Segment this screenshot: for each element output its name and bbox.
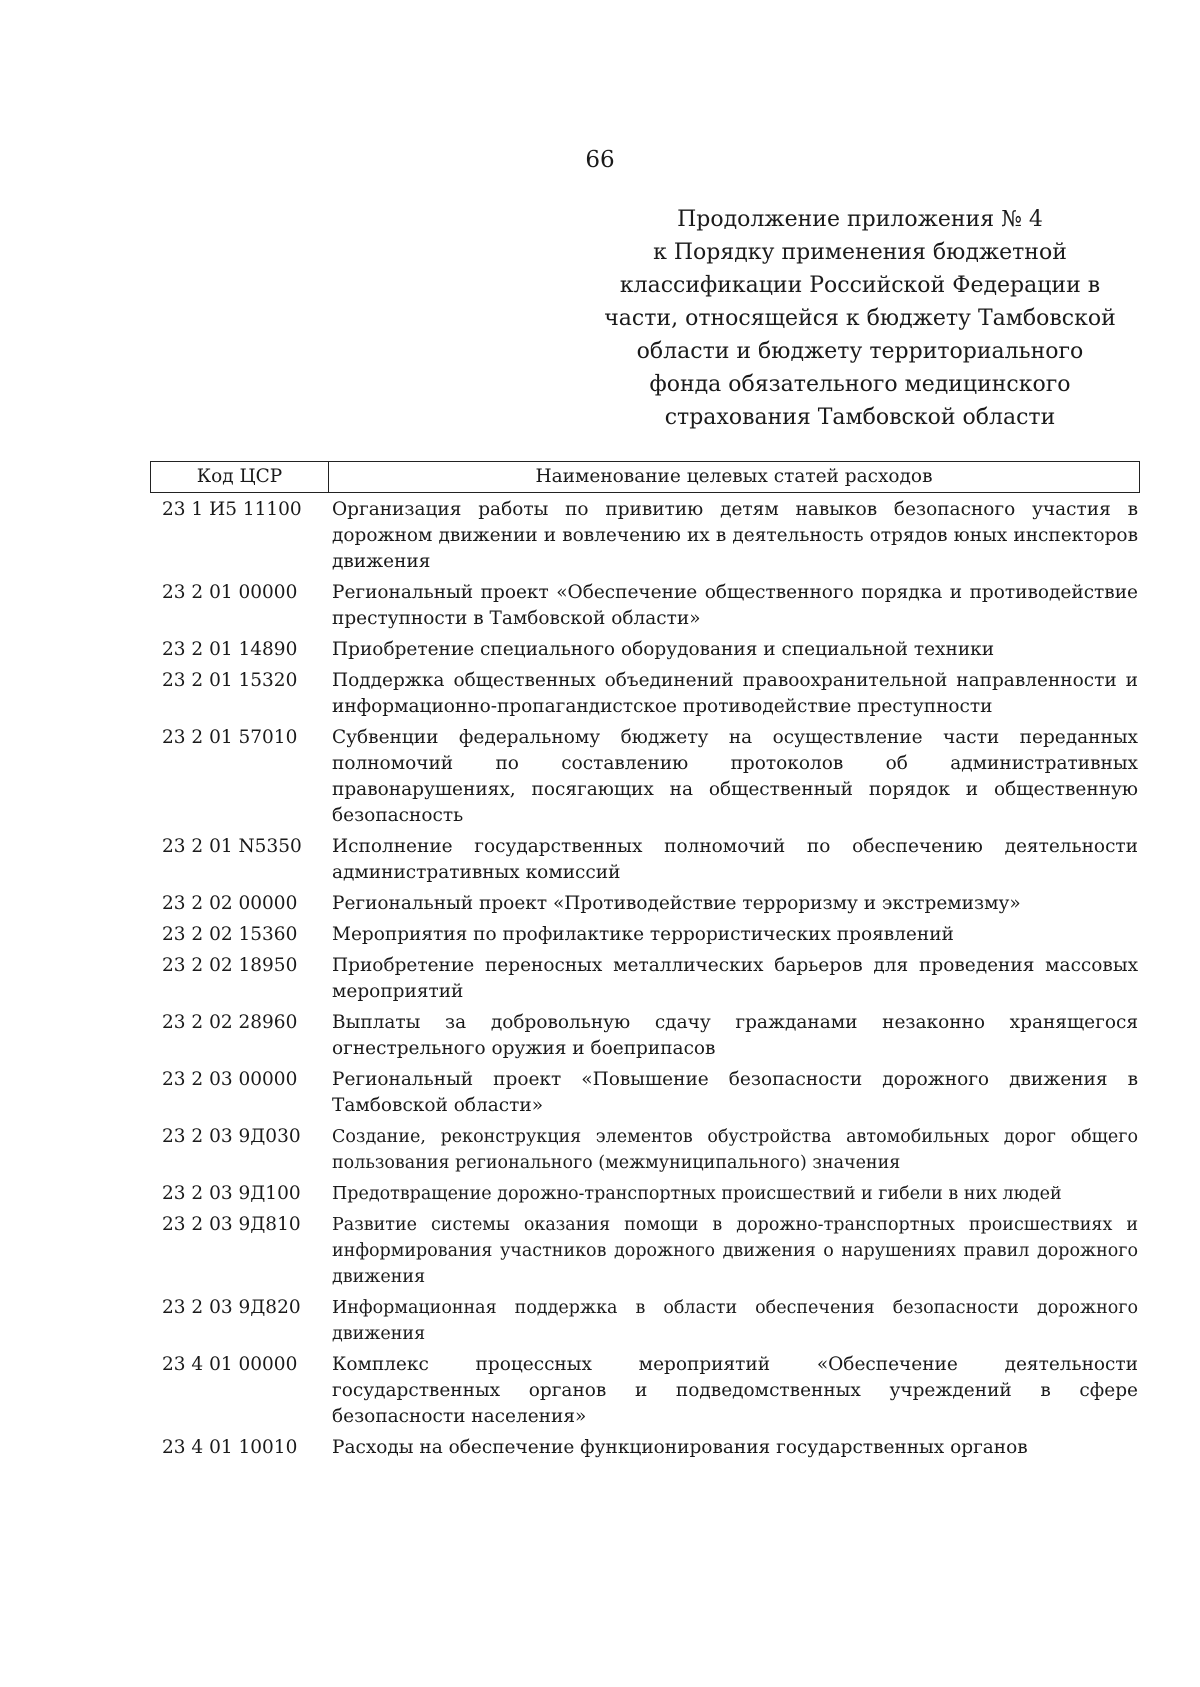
row-code: 23 4 01 00000 [162, 1354, 298, 1375]
page-number: 66 [585, 147, 615, 173]
table-row [150, 668, 1140, 720]
row-name: Региональный проект «Обеспечение общественного порядка и противодействие преступности в Тамбовской области» [332, 582, 1138, 629]
row-code: 23 1 И5 11100 [162, 499, 302, 520]
row-name: Предотвращение дорожно-транспортных происшествий и гибели в них людей [332, 1184, 1062, 1204]
row-name: Приобретение переносных металлических барьеров для проведения массовых мероприятий [332, 955, 1138, 1002]
row-name: Комплекс процессных мероприятий «Обеспечение деятельности государственных органов и подведомственных учреждений в сфере безопасности населения» [332, 1354, 1138, 1427]
row-name: Расходы на обеспечение функционирования государственных органов [332, 1437, 1028, 1458]
row-code: 23 2 02 00000 [162, 893, 298, 914]
header-line: классификации Российской Федерации в [619, 273, 1101, 298]
row-name: Выплаты за добровольную сдачу гражданами незаконно хранящегося огнестрельного оружия и боеприпасов [332, 1012, 1138, 1059]
row-code: 23 2 03 9Д030 [162, 1126, 301, 1147]
row-name: Поддержка общественных объединений правоохранительной направленности и информационно-пропагандистское противодействие преступности [332, 670, 1138, 717]
table-row [150, 1124, 1140, 1176]
row-code: 23 2 02 18950 [162, 955, 298, 976]
table-row [150, 725, 1140, 829]
expense-table [150, 461, 1140, 1466]
header-line: Продолжение приложения № 4 [677, 207, 1043, 232]
row-name: Приобретение специального оборудования и специальной техники [332, 639, 995, 660]
table-row [150, 580, 1140, 632]
table-body [150, 497, 1140, 1461]
row-code: 23 2 02 28960 [162, 1012, 298, 1033]
table-row [150, 1181, 1140, 1207]
row-code: 23 2 01 N5350 [162, 836, 302, 857]
table-row [150, 637, 1140, 663]
table-row [150, 1067, 1140, 1119]
header-line: части, относящейся к бюджету Тамбовской [604, 306, 1116, 331]
row-name: Региональный проект «Противодействие терроризму и экстремизму» [332, 893, 1021, 914]
row-code: 23 2 01 14890 [162, 639, 298, 660]
row-name: Информационная поддержка в области обеспечения безопасности дорожного движения [332, 1298, 1138, 1344]
table-header [150, 461, 1140, 493]
table-row [150, 1212, 1140, 1290]
row-code: 23 2 03 9Д820 [162, 1297, 301, 1318]
header-line: фонда обязательного медицинского [649, 372, 1071, 397]
header-line: области и бюджету территориального [636, 339, 1084, 364]
table-row [150, 834, 1140, 886]
column-header-name: Наименование целевых статей расходов [535, 466, 933, 487]
appendix-header [600, 203, 1120, 434]
row-code: 23 2 03 00000 [162, 1069, 298, 1090]
table-row [150, 1352, 1140, 1430]
row-name: Мероприятия по профилактике террористических проявлений [332, 924, 954, 945]
row-name: Развитие системы оказания помощи в дорожно-транспортных происшествиях и информирования участников дорожного движения о нарушениях правил дорожного движения [332, 1215, 1138, 1287]
row-code: 23 2 03 9Д810 [162, 1214, 301, 1235]
row-code: 23 2 01 15320 [162, 670, 298, 691]
table-row [150, 922, 1140, 948]
row-code: 23 2 02 15360 [162, 924, 298, 945]
table-row [150, 1010, 1140, 1062]
column-header-code: Код ЦСР [151, 462, 329, 492]
row-name: Организация работы по привитию детям навыков безопасного участия в дорожном движении и вовлечению их в деятельность отрядов юных инспекторов движения [332, 499, 1138, 572]
row-name: Исполнение государственных полномочий по обеспечению деятельности административных комиссий [332, 836, 1138, 883]
table-row [150, 1295, 1140, 1347]
table-row [150, 891, 1140, 917]
table-row [150, 1435, 1140, 1461]
header-line: к Порядку применения бюджетной [653, 240, 1067, 265]
header-line: страхования Тамбовской области [664, 405, 1056, 430]
row-name: Создание, реконструкция элементов обустройства автомобильных дорог общего пользования регионального (межмуниципального) значения [332, 1127, 1138, 1173]
row-code: 23 2 01 57010 [162, 727, 298, 748]
table-row [150, 497, 1140, 575]
table-row [150, 953, 1140, 1005]
row-code: 23 2 01 00000 [162, 582, 298, 603]
row-code: 23 4 01 10010 [162, 1437, 298, 1458]
row-code: 23 2 03 9Д100 [162, 1183, 301, 1204]
row-name: Региональный проект «Повышение безопасности дорожного движения в Тамбовской области» [332, 1069, 1138, 1116]
row-name: Субвенции федеральному бюджету на осуществление части переданных полномочий по составлению протоколов об административных правонарушениях, посягающих на общественный порядок и общественную безопасность [332, 727, 1138, 826]
